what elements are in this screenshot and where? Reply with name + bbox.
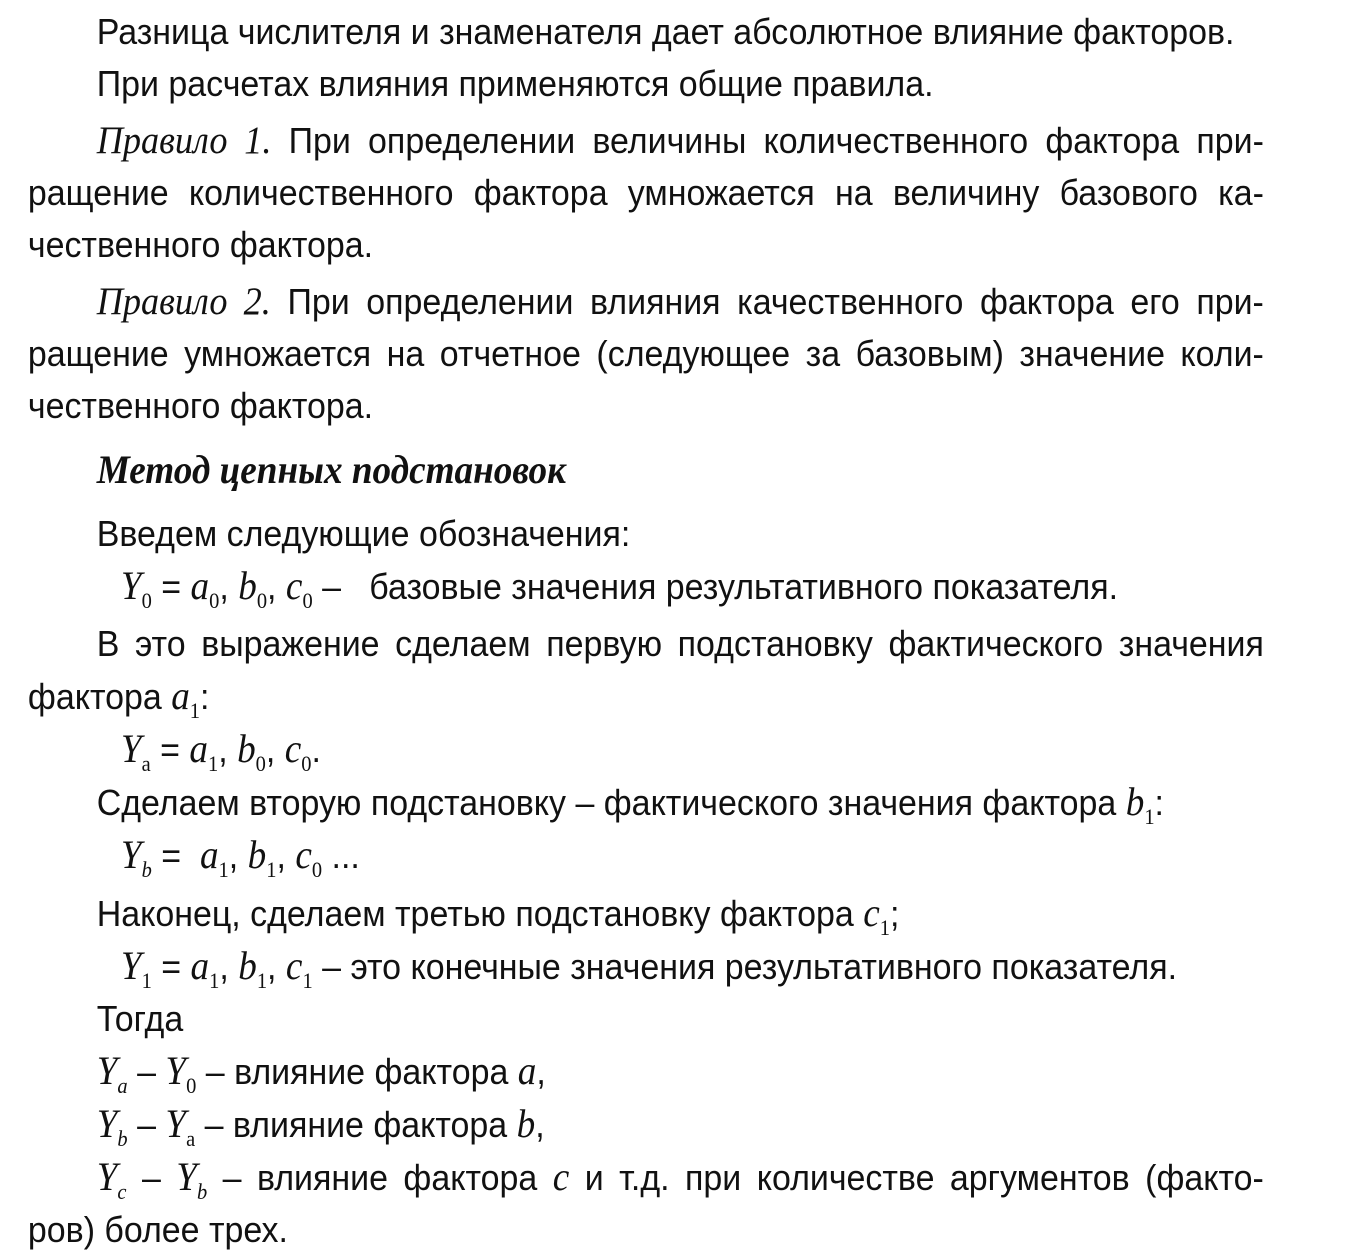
paragraph-rule-1	[28, 115, 1264, 271]
text-line: Наконец, сделаем третью подстановку фактора	[96, 893, 854, 934]
text-line: ращение умножается на отчетное (следующее за базовым) значение коли-	[27, 333, 1264, 374]
paragraph-substitution-3: Наконец, сделаем третью подстановку фактора $c_1$;	[96, 890, 900, 940]
text-line: Введем следующие обозначения:	[96, 513, 631, 554]
formula-y0: $Y_0 = a_0$, $b_0$, $c_0$ – базовые значения результативного показателя.	[120, 563, 1119, 613]
text-line: Тогда	[96, 998, 184, 1039]
section-heading: Метод цепных подстановок	[96, 447, 566, 492]
text-line: ращение количественного фактора умножается на величину базового ка-	[27, 172, 1264, 213]
text-line: и т.д. при количестве аргументов (факто-	[584, 1157, 1264, 1198]
formula-influence-b: $Y_b - Y_a$ – влияние фактора b,	[96, 1101, 545, 1151]
formula-description: – влияние фактора	[222, 1157, 538, 1198]
text-line: При определении величины количественного фактора при-	[288, 120, 1264, 161]
text-line: чественного фактора.	[27, 385, 374, 426]
text-line: чественного фактора.	[27, 224, 374, 265]
text-line: В это выражение сделаем первую подстановку фактического значения	[96, 623, 1264, 664]
formula-ya: $Y_a = a_1$, $b_0$, $c_0$.	[120, 726, 321, 776]
text-line: Разница числителя и знаменателя дает абсолютное влияние факторов.	[96, 11, 1235, 52]
formula-description: – влияние фактора	[205, 1051, 509, 1092]
paragraph-rule-2	[28, 276, 1264, 432]
text-line: ров) более трех.	[27, 1209, 288, 1250]
text-line: При расчетах влияния применяются общие правила.	[96, 63, 934, 104]
formula-description: – влияние фактора	[204, 1104, 508, 1145]
formula-y1: $Y_1 = a_1$, $b_1$, $c_1$ – это конечные значения результативного показателя.	[120, 943, 1178, 993]
paragraph-intro	[28, 6, 1264, 110]
text-line: При определении влияния качественного фактора его при-	[287, 281, 1264, 322]
formula-description: – это конечные значения результативного показателя.	[322, 946, 1178, 987]
formula-influence-a: $Y_a - Y_0$ – влияние фактора a,	[96, 1048, 546, 1098]
text-line: фактора	[27, 676, 162, 717]
formula-yb: $Y_b = a_1$, $b_1$, $c_0$ ...	[120, 832, 360, 882]
formula-influence-c: $Y_c - Y_b$ – влияние фактора c и т.д. при количестве аргументов (факто- ров) более трех.	[28, 1151, 1264, 1256]
formula-description: базовые значения результативного показателя.	[369, 566, 1119, 607]
paragraph-substitution-2: Сделаем вторую подстановку – фактического значения фактора $b_1$:	[96, 779, 1164, 829]
paragraph-substitution-1: В это выражение сделаем первую подстановку фактического значения фактора $a_1$:	[27, 623, 1264, 723]
rule-label: Правило 1.	[96, 119, 272, 162]
rule-label: Правило 2.	[96, 280, 271, 323]
text-line: Сделаем вторую подстановку – фактического значения фактора	[96, 782, 1117, 823]
